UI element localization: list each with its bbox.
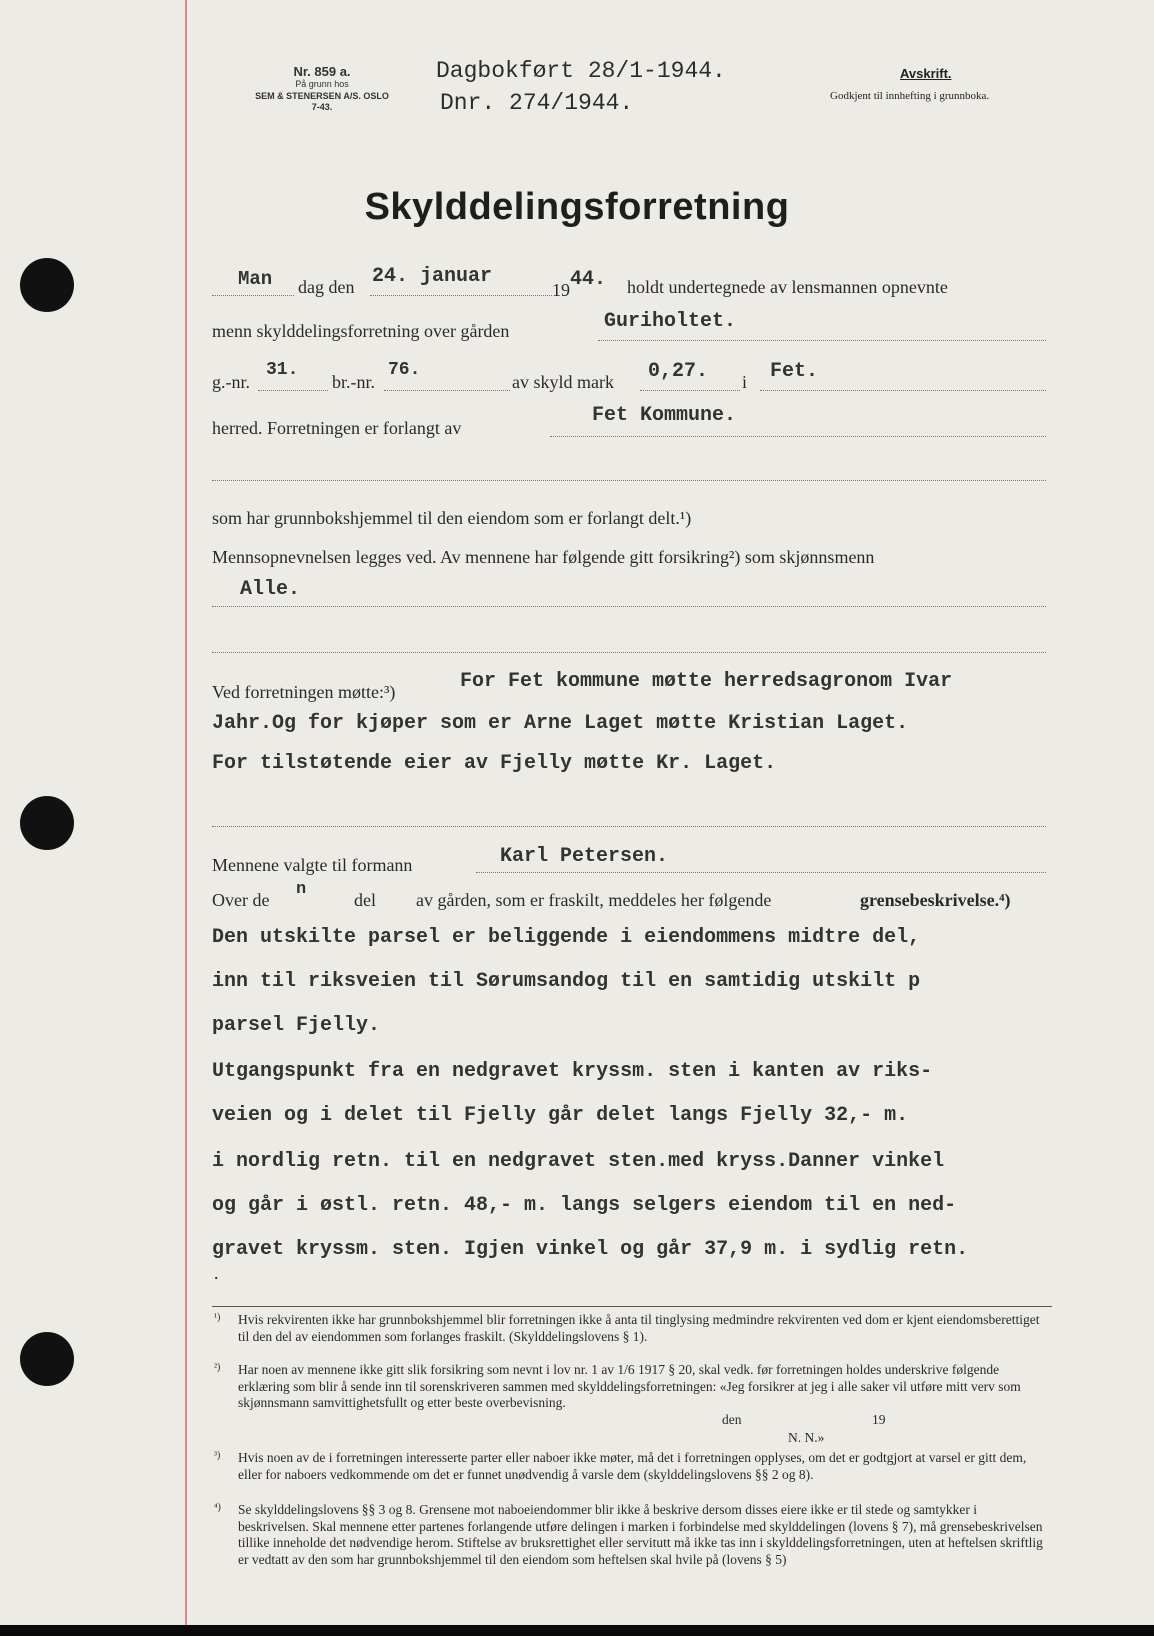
- fill-line: [550, 436, 1046, 437]
- punch-hole: [20, 258, 74, 312]
- description-line: gravet kryssm. sten. Igjen vinkel og går 37,9 m. i sydlig retn.: [212, 1238, 969, 1261]
- farm-name: Guriholtet.: [604, 310, 737, 333]
- dagbok-stamp: Dagbokført 28/1-1944.: [436, 58, 726, 84]
- skjonnsmenn-value: Alle.: [240, 578, 301, 601]
- description-line: parsel Fjelly.: [212, 1014, 381, 1037]
- footnote-2-year: 19: [872, 1412, 886, 1427]
- i-label: i: [742, 372, 748, 392]
- fill-line: [212, 652, 1046, 653]
- form-publisher-block: [232, 64, 412, 113]
- publisher-date: 7-43.: [311, 102, 333, 112]
- gnr-value: 31.: [266, 360, 299, 380]
- footnote-2: Har noen av mennene ikke gitt slik forsikring som nevnt i lov nr. 1 av 1/6 1917 § 20, skal vedk. før forretningen holdes underskrive følgende erklæring som blir å sende inn til sorenskriveren sammen med skylddelingsforretningen: «Jeg forsikrer at jeg i alle saker vil utføre mitt verv som skjønnsmann samvittighetsfullt og etter beste overbevisning.: [238, 1362, 1021, 1410]
- footnote-separator: [212, 1306, 1052, 1307]
- year-prefix: 19: [552, 280, 570, 300]
- requester-value: Fet Kommune.: [592, 404, 737, 427]
- footnote-2-den: den: [722, 1412, 742, 1427]
- punch-hole: [20, 796, 74, 850]
- godkjent-note: Godkjent til innhefting i grunnboka.: [830, 90, 990, 102]
- attendee-line: For Fet kommune møtte herredsagronom Ivar: [460, 670, 953, 693]
- description-line: .: [212, 1268, 221, 1284]
- label: del: [354, 890, 376, 910]
- footnote-marker: ⁴): [214, 1502, 221, 1513]
- day-name: Man: [238, 268, 273, 290]
- label: herred. Forretningen er forlangt av: [212, 418, 462, 438]
- form-number: Nr. 859 a.: [293, 64, 351, 79]
- publisher-line: På grunn hos: [295, 79, 349, 89]
- label: som har grunnbokshjemmel til den eiendom som er forlangt delt.¹): [212, 508, 692, 528]
- footnote-marker: ¹): [214, 1312, 221, 1323]
- label: Over de: [212, 890, 270, 910]
- gnr-label: g.-nr.: [212, 372, 250, 392]
- publisher-name: SEM & STENERSEN A/S. OSLO: [255, 91, 389, 101]
- punch-hole: [20, 1332, 74, 1386]
- fill-line: [370, 295, 552, 296]
- formann-value: Karl Petersen.: [500, 845, 669, 868]
- description-line: i nordlig retn. til en nedgravet sten.med kryss.Danner vinkel: [212, 1150, 945, 1173]
- margin-rule: [185, 0, 187, 1625]
- footnote-3: Hvis noen av de i forretningen interesserte parter eller naboer ikke møter, må det i forretningen opplyses, om det er godtgjort at varsel er gitt dem, eller for naboers vedkommende om det er funnet unødvendig å varsle dem (skylddelingslovens §§ 2 og 8).: [238, 1450, 1027, 1482]
- footnote-2-sign: N. N.»: [788, 1430, 825, 1445]
- attendee-line: Jahr.Og for kjøper som er Arne Laget møtte Kristian Laget.: [212, 712, 909, 735]
- footnote-4: Se skylddelingslovens §§ 3 og 8. Grensene mot naboeiendommer blir ikke å beskrive dersom disses eiere ikke er til stede og samtykker i beskrivelsen. Skal mennene etter partenes forlangende utføre delingen i marken i forbindelse med skylddelingen (lovens § 7), må grensebeskrivelsen tillike inneholde det nødvendige herom. Stiftelse av bruksrettighet eller servitutt må ikke tas inn i skylddelingsforretningen, uten at heftelsen skriftlig er vedtatt av den som har grunnbokshjemmel til den eiendom som heftelsen skal hvile på (lovens § 5): [238, 1502, 1043, 1567]
- fill-line: [598, 340, 1046, 341]
- label: holdt undertegnede av lensmannen opnevnte: [627, 277, 948, 297]
- fill-line: [212, 606, 1046, 607]
- fill-line: [476, 872, 1046, 873]
- label: grensebeskrivelse.⁴): [860, 890, 1011, 910]
- skyld-value: 0,27.: [648, 360, 709, 383]
- label: Mennene valgte til formann: [212, 855, 413, 875]
- fill-line: [212, 295, 294, 296]
- dnr-stamp: Dnr. 274/1944.: [440, 90, 634, 116]
- bnr-label: br.-nr.: [332, 372, 375, 392]
- fill-line: [384, 390, 510, 391]
- date-value: 24. januar: [372, 265, 493, 288]
- description-line: veien og i delet til Fjelly går delet langs Fjelly 32,- m.: [212, 1104, 909, 1127]
- description-line: inn til riksveien til Sørumsandog til en samtidig utskilt p: [212, 970, 921, 993]
- label: dag den: [298, 277, 355, 297]
- footnote-1: Hvis rekvirenten ikke har grunnbokshjemmel blir forretningen ikke å anta til tinglysing medmindre rekvirenten ved dom er kjent eiendomsberettiget til den del av eiendommen som forlanges fraskilt. (Skylddelingslovens § 1).: [238, 1312, 1040, 1344]
- kommune-value: Fet.: [770, 360, 819, 383]
- label: Ved forretningen møtte:³): [212, 682, 396, 702]
- description-line: Utgangspunkt fra en nedgravet kryssm. sten i kanten av riks-: [212, 1060, 933, 1083]
- label: av gården, som er fraskilt, meddeles her følgende: [416, 890, 772, 910]
- label: Mennsopnevnelsen legges ved. Av mennene har følgende gitt forsikring²) som skjønnsmenn: [212, 547, 875, 567]
- label: menn skylddelingsforretning over gården: [212, 321, 510, 341]
- year-value: 44.: [570, 268, 607, 291]
- fraction-value: n: [296, 880, 307, 899]
- attendee-line: For tilstøtende eier av Fjelly møtte Kr. Laget.: [212, 752, 777, 775]
- skyld-label: av skyld mark: [512, 372, 614, 392]
- fill-line: [212, 826, 1046, 827]
- description-line: Den utskilte parsel er beliggende i eiendommens midtre del,: [212, 926, 921, 949]
- scan-edge: [0, 1625, 1154, 1636]
- page-title: Skylddelingsforretning: [364, 186, 790, 228]
- description-line: og går i østl. retn. 48,- m. langs selgers eiendom til en ned-: [212, 1194, 957, 1217]
- bnr-value: 76.: [388, 360, 421, 380]
- fill-line: [640, 390, 740, 391]
- fill-line: [760, 390, 1046, 391]
- footnote-marker: ³): [214, 1450, 221, 1461]
- avskrift-label: Avskrift.: [900, 66, 952, 81]
- footnote-marker: ²): [214, 1362, 221, 1373]
- fill-line: [258, 390, 328, 391]
- fill-line: [212, 480, 1046, 481]
